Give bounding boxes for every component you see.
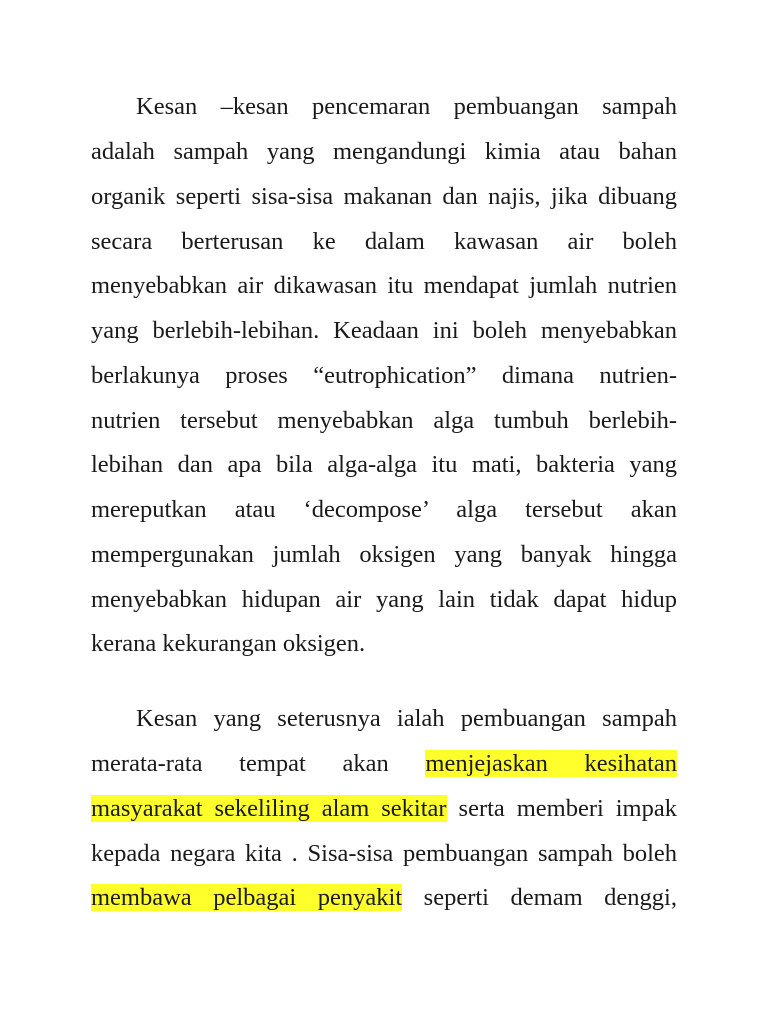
paragraph-1-line-2: adalah sampah yang mengandungi kimia atau bahan: [91, 138, 677, 165]
paragraph-2-line-2: [91, 749, 677, 779]
paragraph-2-line-5-text: seperti demam denggi,: [423, 884, 677, 911]
paragraph-1-line-10: mereputkan atau ‘decompose’ alga tersebut akan: [91, 496, 677, 523]
paragraph-1-line-1: Kesan –kesan pencemaran pembuangan sampah: [136, 93, 677, 120]
paragraph-1-line-5: menyebabkan air dikawasan itu mendapat jumlah nutrien: [91, 272, 677, 299]
paragraph-2-line-3: [91, 794, 677, 824]
highlighted-phrase-penyakit: membawa pelbagai penyakit: [91, 884, 403, 911]
paragraph-1-line-11: mempergunakan jumlah oksigen yang banyak hingga: [91, 541, 677, 568]
paragraph-2-line-1: Kesan yang seterusnya ialah pembuangan sampah: [136, 705, 677, 732]
paragraph-1-line-13: kerana kekurangan oksigen.: [91, 630, 366, 657]
paragraph-2-line-5: [91, 883, 677, 913]
paragraph-1-line-8: nutrien tersebut menyebabkan alga tumbuh berlebih-: [91, 407, 677, 434]
paragraph-1-line-9: lebihan dan apa bila alga-alga itu mati, bakteria yang: [91, 451, 677, 478]
highlighted-phrase-kesihatan: menjejaskan kesihatan: [425, 750, 678, 777]
paragraph-1-line-12: menyebabkan hidupan air yang lain tidak dapat hidup: [91, 586, 677, 613]
highlighted-phrase-masyarakat: masyarakat sekeliling alam sekitar: [91, 795, 447, 822]
paragraph-1-line-4: secara berterusan ke dalam kawasan air boleh: [91, 228, 677, 255]
paragraph-1-line-3: organik seperti sisa-sisa makanan dan najis, jika dibuang: [91, 183, 677, 210]
paragraph-2-line-2-text: merata-rata tempat akan: [91, 750, 389, 777]
paragraph-2-line-3-text: serta memberi impak: [458, 795, 677, 822]
paragraph-1-line-6: yang berlebih-lebihan. Keadaan ini boleh menyebabkan: [91, 317, 677, 344]
paragraph-2-line-4: kepada negara kita . Sisa-sisa pembuangan sampah boleh: [91, 840, 677, 867]
paragraph-1-line-7: berlakunya proses “eutrophication” dimana nutrien-: [91, 362, 677, 389]
